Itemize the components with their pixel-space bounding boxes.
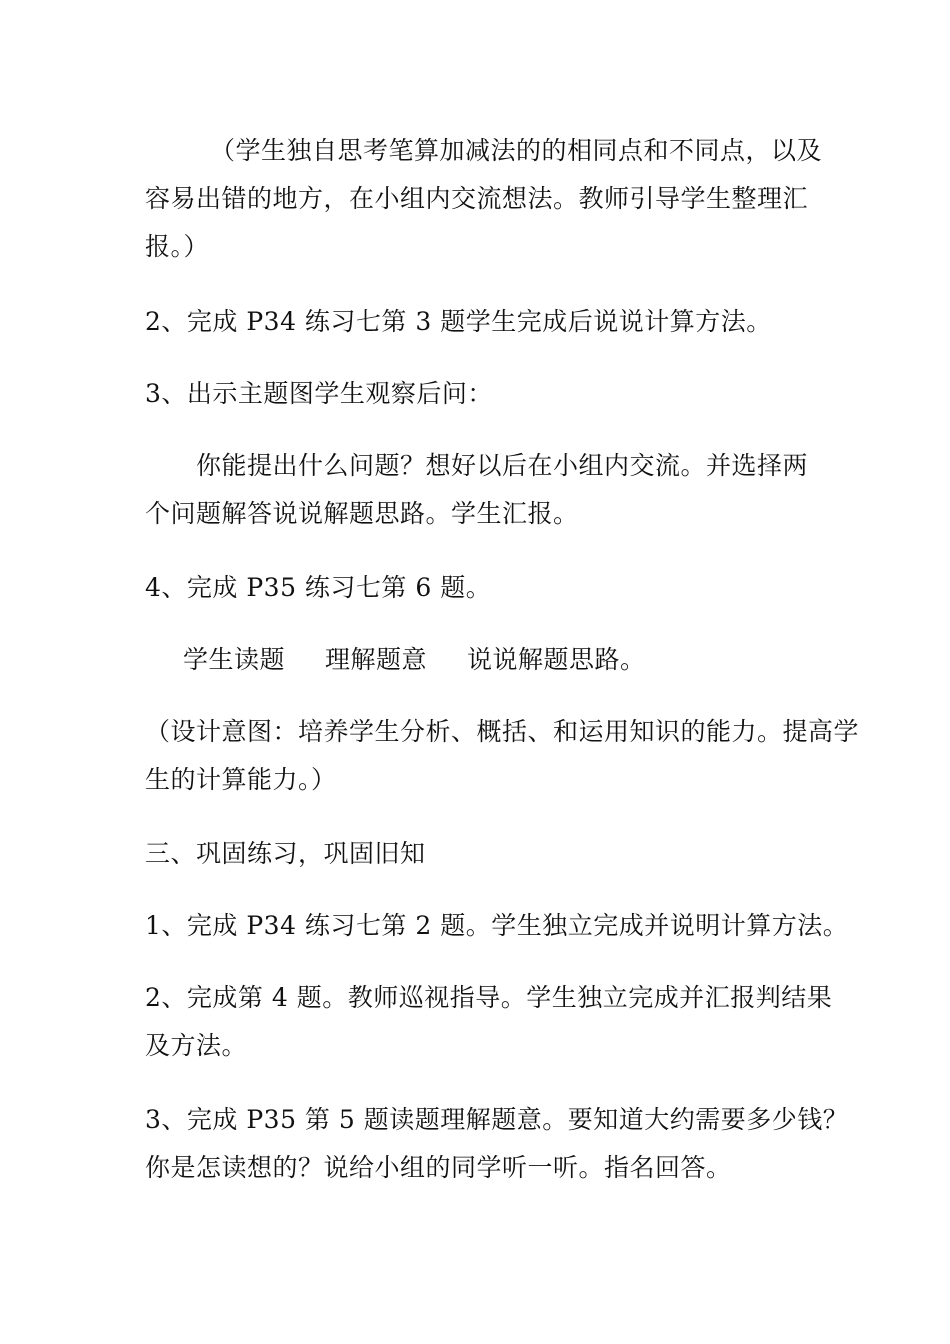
paragraph-line: 报。）: [145, 232, 210, 261]
section-heading: 三、巩固练习，巩固旧知: [145, 839, 426, 868]
paragraph-line: 2、完成 P34 练习七第 3 题学生完成后说说计算方法。: [145, 307, 772, 336]
paragraph-line: 个问题解答说说解题思路。学生汇报。: [145, 499, 579, 528]
paragraph-line: 你是怎读想的？说给小组的同学听一听。指名回答。: [145, 1153, 732, 1182]
paragraph-line: 你能提出什么问题？想好以后在小组内交流。并选择两: [196, 451, 809, 480]
paragraph-line: （设计意图：培养学生分析、概括、和运用知识的能力。提高学: [145, 717, 860, 746]
step-text: 理解题意: [325, 645, 428, 674]
paragraph-line: 3、完成 P35 第 5 题读题理解题意。要知道大约需要多少钱？: [145, 1105, 849, 1134]
paragraph-line: 3、出示主题图学生观察后问：: [145, 379, 493, 408]
steps-line: [183, 645, 646, 675]
step-text: 学生读题: [183, 645, 286, 674]
paragraph-line: （学生独自思考笔算加减法的的相同点和不同点，以及: [210, 136, 823, 165]
paragraph-line: 2、完成第 4 题。教师巡视指导。学生独立完成并汇报判结果: [145, 983, 833, 1012]
paragraph-line: 容易出错的地方，在小组内交流想法。教师引导学生整理汇: [145, 184, 809, 213]
paragraph-line: 生的计算能力。）: [145, 765, 337, 794]
paragraph-line: 及方法。: [145, 1031, 248, 1060]
paragraph-line: 1、完成 P34 练习七第 2 题。学生独立完成并说明计算方法。: [145, 911, 849, 940]
paragraph-line: 4、完成 P35 练习七第 6 题。: [145, 573, 492, 602]
step-text: 说说解题思路。: [467, 645, 646, 674]
